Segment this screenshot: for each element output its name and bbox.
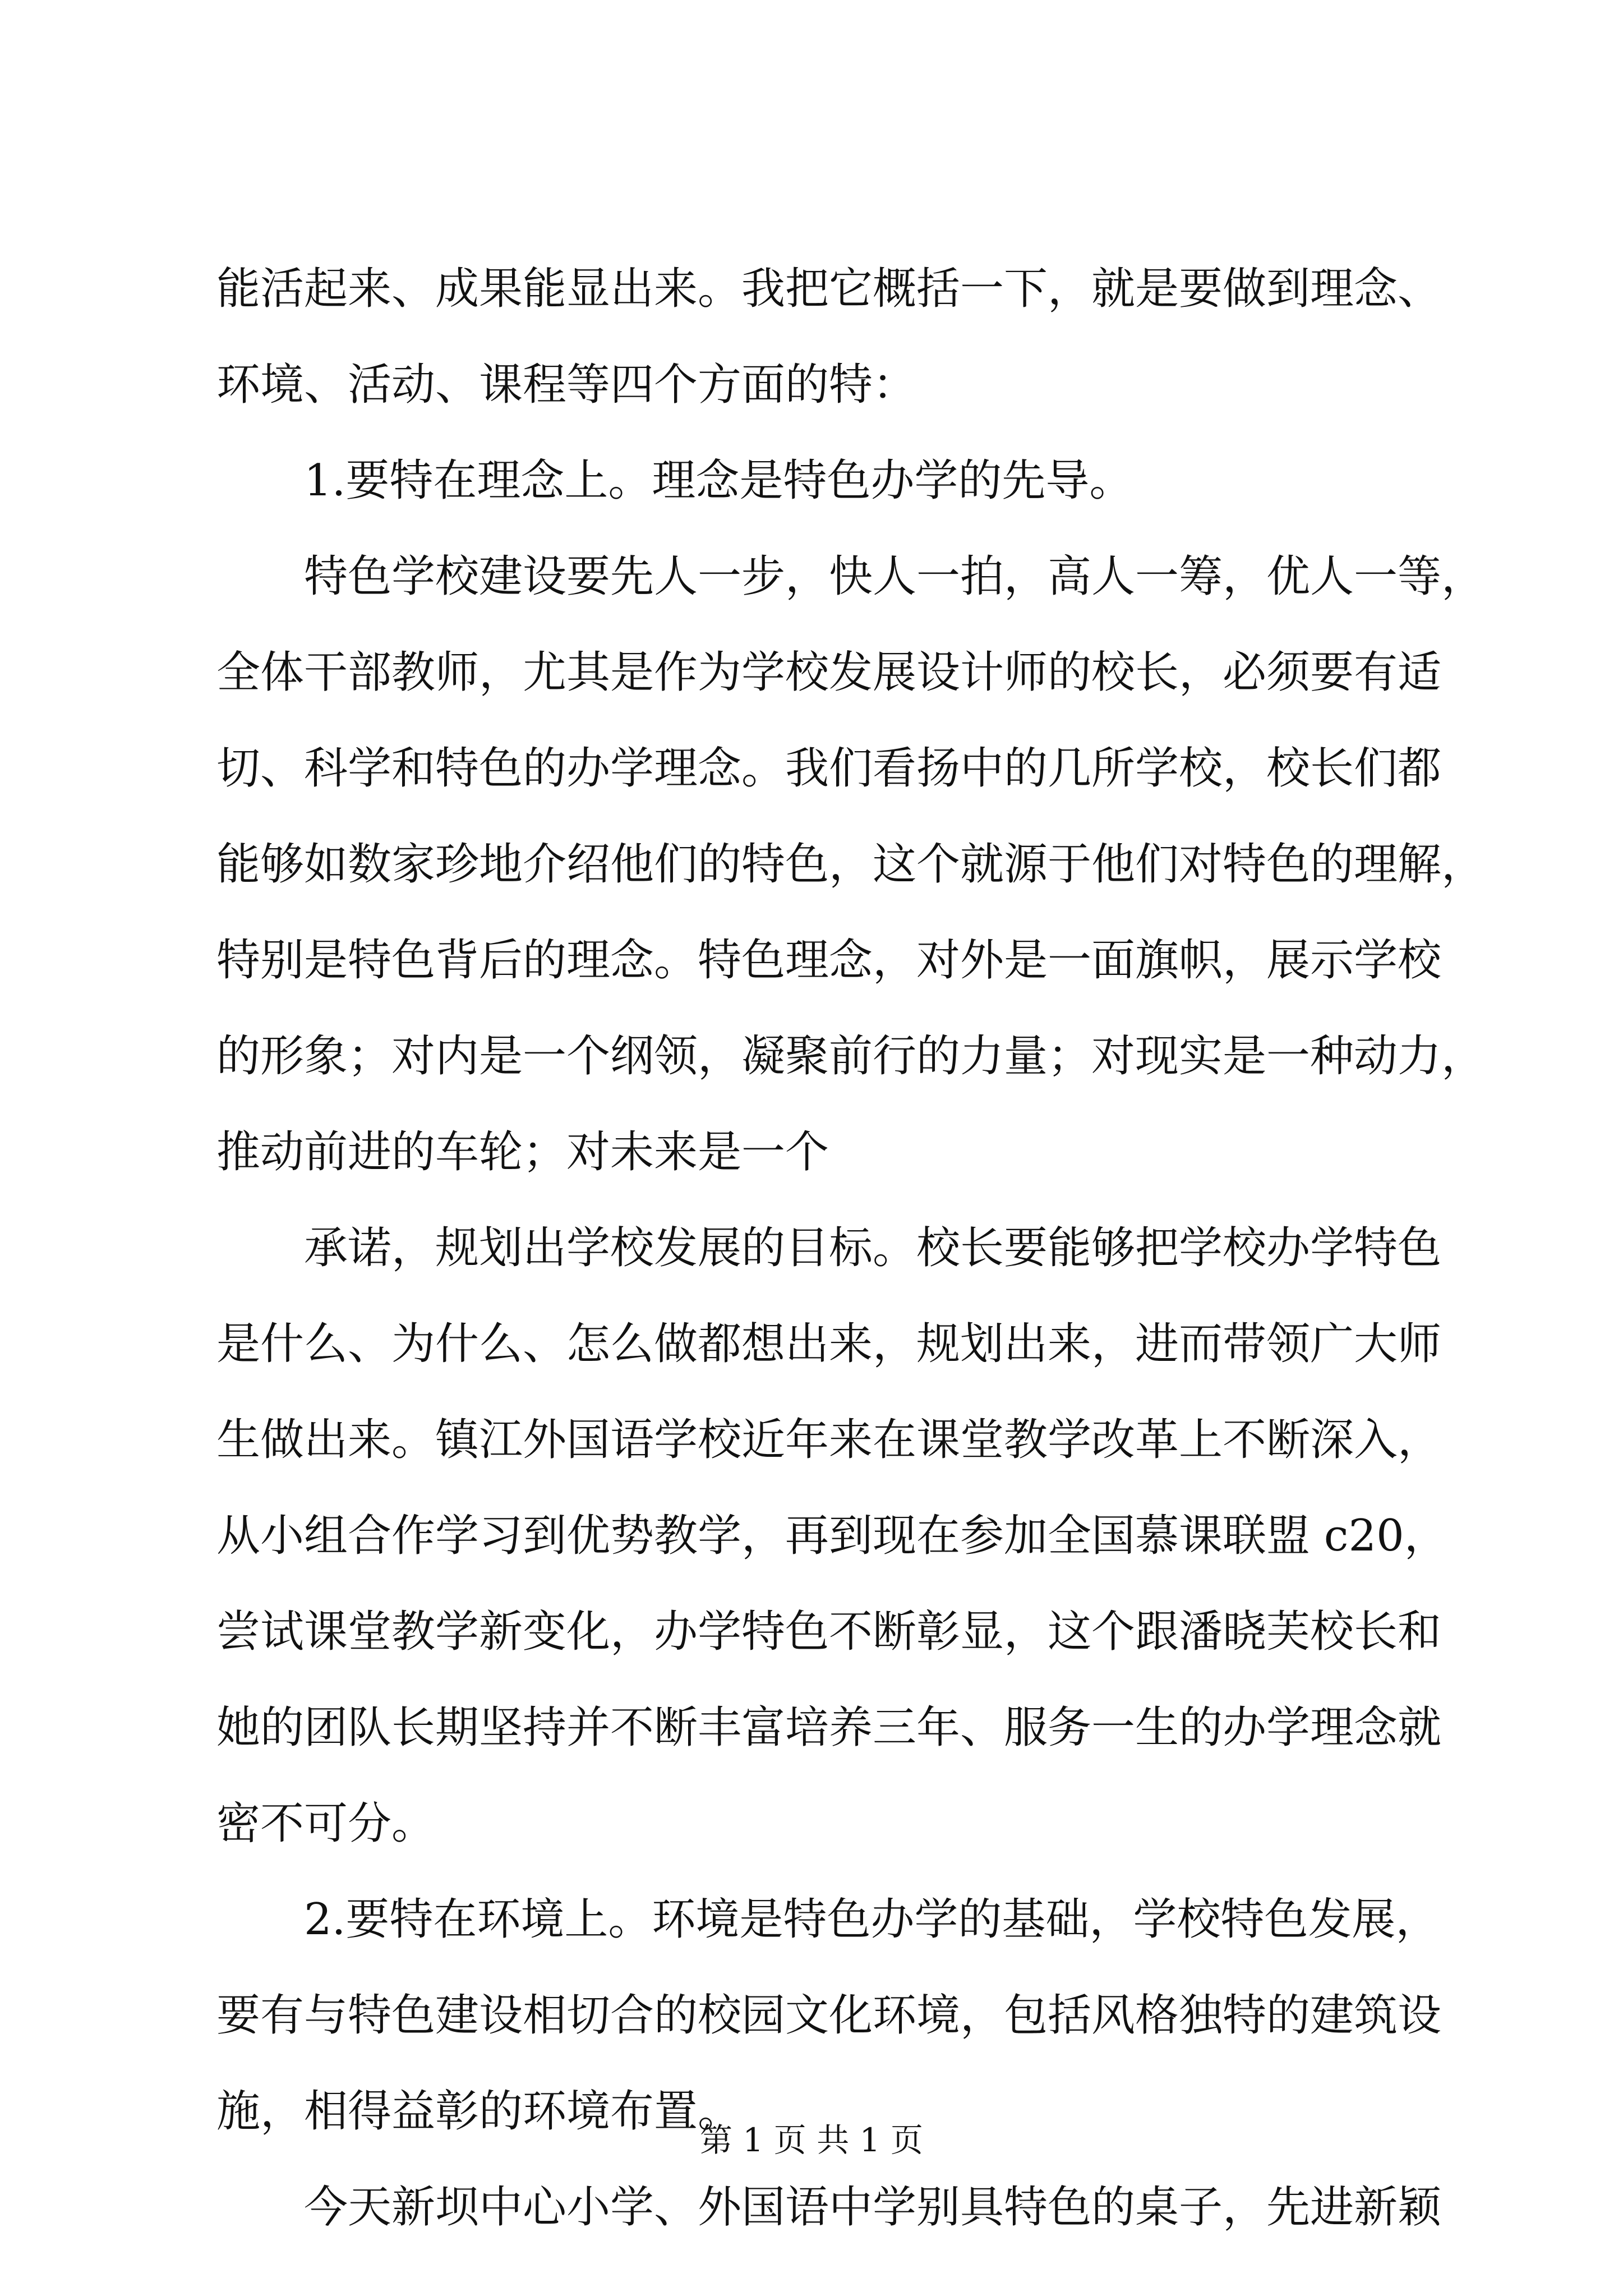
text-line-7: 能够如数家珍地介绍他们的特色，这个就源于他们对特色的理解， bbox=[216, 839, 1486, 890]
text-line-5: 全体干部教师，尤其是作为学校发展设计师的校长，必须要有适 bbox=[216, 647, 1442, 698]
text-line-14: 从小组合作学习到优势教学，再到现在参加全国慕课联盟 c20， bbox=[216, 1511, 1448, 1561]
text-line-6: 切、科学和特色的办学理念。我们看扬中的几所学校，校长们都 bbox=[216, 743, 1442, 794]
text-line-12: 是什么、为什么、怎么做都想出来，规划出来，进而带领广大师 bbox=[216, 1319, 1442, 1369]
page-number-label: 第 1 页 共 1 页 bbox=[700, 2121, 923, 2159]
text-line-15: 尝试课堂教学新变化，办学特色不断彰显，这个跟潘晓芙校长和 bbox=[216, 1607, 1442, 1657]
text-line-9: 的形象；对内是一个纲领，凝聚前行的力量；对现实是一种动力， bbox=[216, 1031, 1486, 1082]
text-line-8: 特别是特色背后的理念。特色理念，对外是一面旗帜，展示学校 bbox=[216, 935, 1442, 986]
text-line-17: 密不可分。 bbox=[216, 1798, 436, 1849]
body-text bbox=[216, 241, 1486, 2256]
text-line-10: 推动前进的车轮；对未来是一个 bbox=[216, 1127, 829, 1177]
text-line-1: 能活起来、成果能显出来。我把它概括一下，就是要做到理念、 bbox=[216, 264, 1442, 314]
page-footer bbox=[0, 2118, 1623, 2162]
text-line-11: 承诺，规划出学校发展的目标。校长要能够把学校办学特色 bbox=[304, 1223, 1442, 1273]
section-heading-1: 1.要特在理念上。理念是特色办学的先导。 bbox=[304, 455, 1133, 506]
text-line-19: 要有与特色建设相切合的校园文化环境，包括风格独特的建筑设 bbox=[216, 1990, 1442, 2041]
text-line-21: 今天新坝中心小学、外国语中学别具特色的桌子，先进新颖 bbox=[304, 2182, 1442, 2233]
section-heading-2: 2.要特在环境上。环境是特色办学的基础，学校特色发展， bbox=[304, 1894, 1440, 1945]
text-line-16: 她的团队长期坚持并不断丰富培养三年、服务一生的办学理念就 bbox=[216, 1703, 1442, 1753]
text-line-13: 生做出来。镇江外国语学校近年来在课堂教学改革上不断深入， bbox=[216, 1415, 1442, 1465]
text-line-2: 环境、活动、课程等四个方面的特： bbox=[216, 360, 917, 410]
text-line-20: 施，相得益彰的环境布置。 bbox=[216, 2086, 742, 2137]
text-line-4: 特色学校建设要先人一步，快人一拍，高人一筹，优人一等， bbox=[304, 551, 1486, 602]
